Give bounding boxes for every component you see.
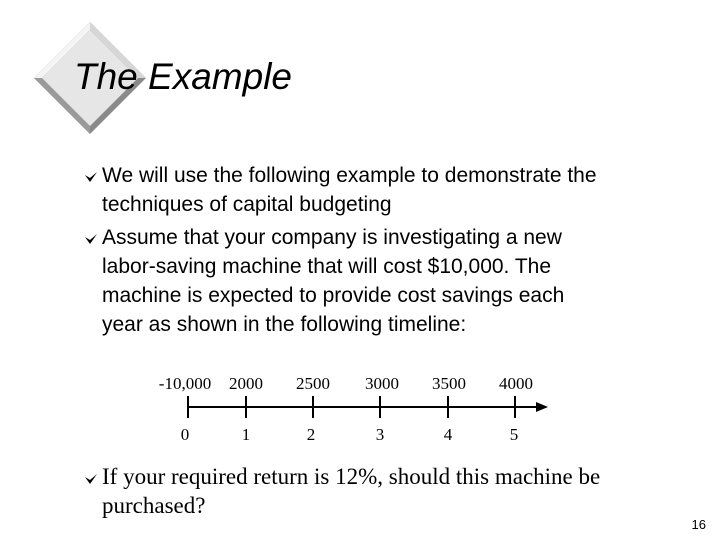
cash-flow-label: 4000 xyxy=(499,374,533,393)
period-label: 0 xyxy=(180,425,190,444)
timeline-arrow-icon xyxy=(536,402,548,412)
cash-flow-label: 2000 xyxy=(229,374,263,393)
bullet-2-line-3: machine is expected to provide cost savings each xyxy=(102,284,565,307)
period-label: 2 xyxy=(306,425,316,444)
question-line-2: purchased? xyxy=(102,493,206,518)
cash-flow-label: 3500 xyxy=(432,374,466,393)
cash-flow-label: -10,000 xyxy=(158,374,212,393)
bullet-2-line-4: year as shown in the following timeline: xyxy=(102,313,467,336)
bullet-2-line-1: Assume that your company is investigating a new xyxy=(102,226,562,249)
bullet-1-line-2: techniques of capital budgeting xyxy=(102,193,392,216)
question-line-1: If your required return is 12%, should this machine be xyxy=(102,464,601,489)
bullet-2-line-2: labor-saving machine that will cost $10,000. The xyxy=(102,255,552,278)
check-bullet-icon xyxy=(84,472,98,486)
cash-flow-label: 2500 xyxy=(296,374,330,393)
period-label: 3 xyxy=(375,425,385,444)
question-text xyxy=(102,462,600,520)
period-label: 1 xyxy=(241,425,251,444)
slide-title: The Example xyxy=(74,56,292,97)
slide-number: 16 xyxy=(691,517,706,532)
cash-flow-label: 3000 xyxy=(365,374,399,393)
period-label: 4 xyxy=(443,425,453,444)
bullet-1-line-1: We will use the following example to demonstrate the xyxy=(102,164,597,187)
period-label: 5 xyxy=(509,425,519,444)
